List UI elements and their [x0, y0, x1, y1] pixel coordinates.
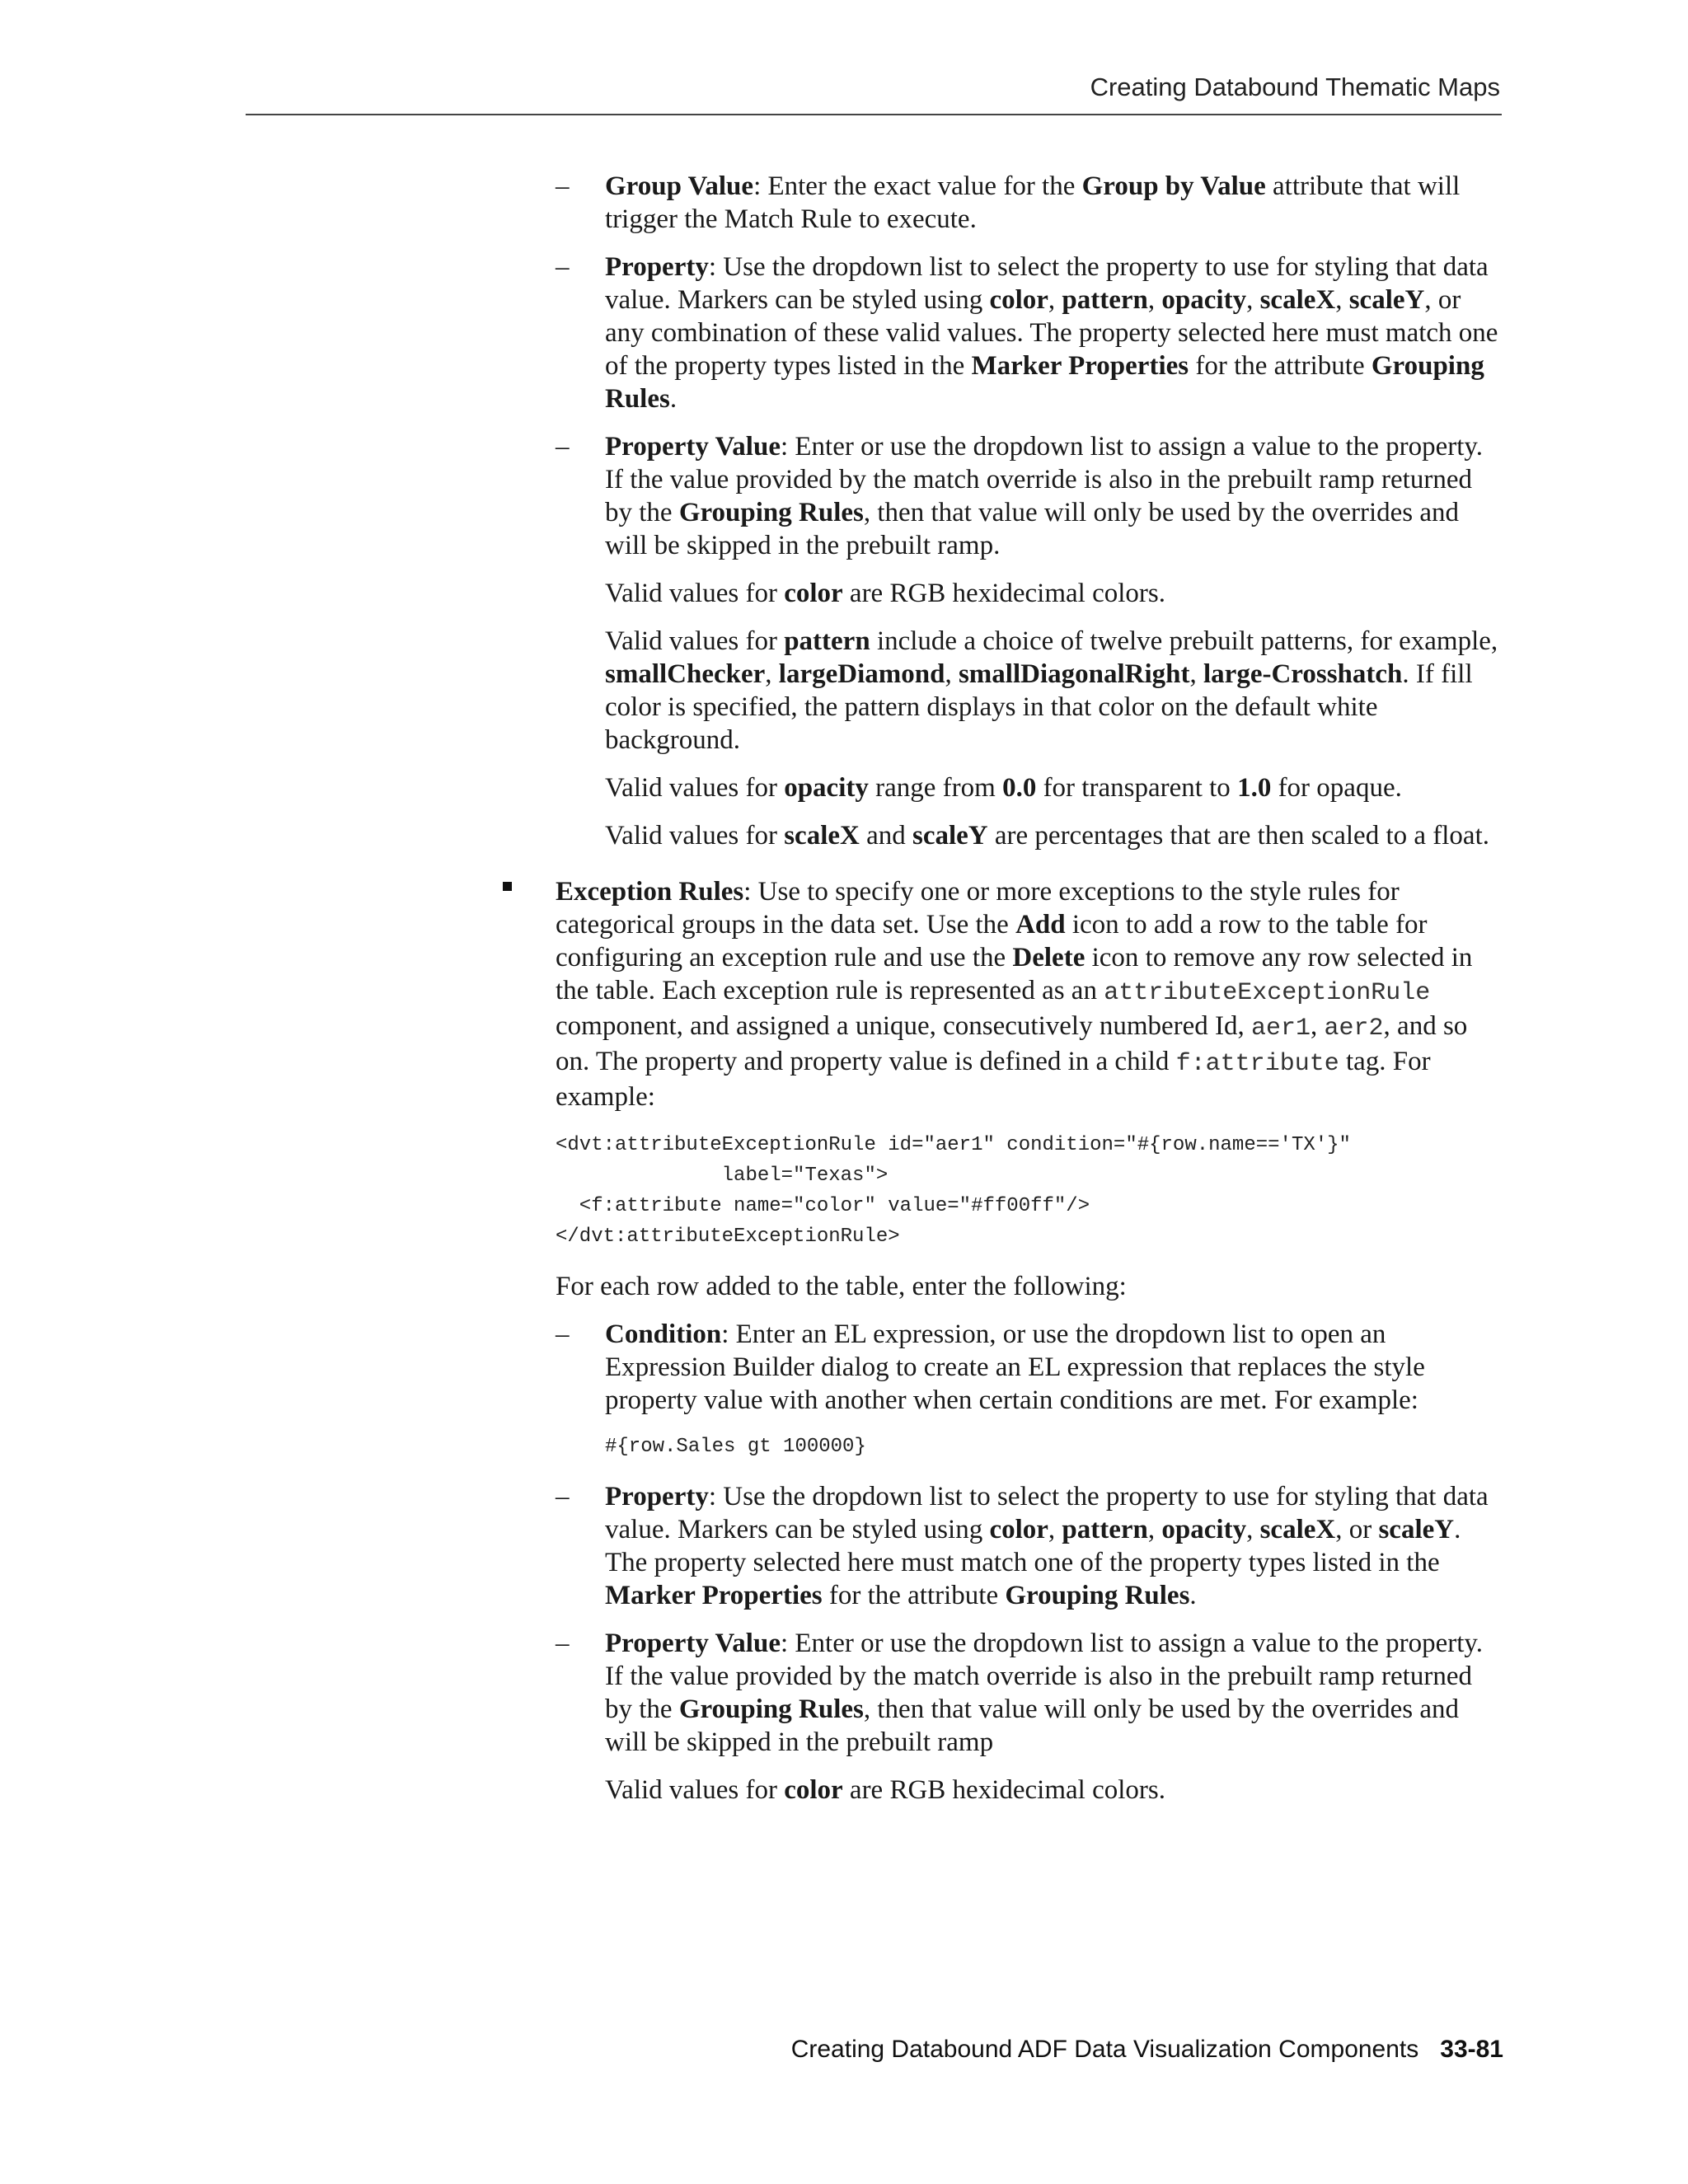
- term-property-value: Property Value: [605, 1629, 781, 1658]
- text-run: icon to add a row to the table for configuring an exception rule and use the: [556, 910, 1428, 972]
- text-run: ,: [1335, 285, 1349, 315]
- para-for-each-row: For each row added to the table, enter the following:: [556, 1272, 1127, 1301]
- code-run: aer2: [1324, 1015, 1384, 1043]
- bold-run: Grouping Rules: [1005, 1581, 1190, 1610]
- bold-run: Grouping Rules: [678, 1694, 864, 1724]
- text-run: : Enter or use the dropdown list to assign a value to the property. If the value provided by the match override is also in the prebuilt ramp returned by the: [605, 1629, 1483, 1724]
- text-run: ,: [1147, 1515, 1162, 1544]
- code-run: attributeExceptionRule: [1104, 979, 1431, 1007]
- text-run: for the attribute: [822, 1581, 1006, 1610]
- text-run: , then that value will only be used by the overrides and will be skipped in the prebuilt ramp.: [605, 498, 1460, 560]
- text-run: ,: [1147, 285, 1162, 315]
- bold-run: Marker Properties: [605, 1581, 823, 1610]
- bold-run: opacity: [1161, 285, 1247, 315]
- text-run: : Enter the exact value for the: [753, 171, 1082, 201]
- term-condition: Condition: [605, 1319, 722, 1349]
- code-example-exception-rule: <dvt:attributeExceptionRule id="aer1" condition="#{row.name=='TX'}" label="Texas"> <f:attribute name="color" value="#ff00ff"/> </dvt:attributeExceptionRule>: [556, 1134, 1351, 1248]
- para-valid-color: [605, 577, 1504, 610]
- square-bullet-icon: [503, 882, 512, 891]
- bold-run: color: [989, 1515, 1048, 1544]
- bold-run: color: [784, 579, 843, 608]
- text-run: . The property selected here must match one of the property types listed in the: [605, 1515, 1461, 1577]
- para-valid-scale: [605, 819, 1504, 852]
- text-run: Valid values for: [605, 626, 785, 656]
- page-content: [503, 170, 1504, 1821]
- text-run: . If fill color is specified, the pattern displays in that color on the default white background.: [605, 659, 1473, 755]
- text-run: Valid values for: [605, 821, 785, 851]
- item-property-value: [556, 430, 1504, 562]
- bold-run: scaleX: [1259, 285, 1336, 315]
- bold-run: opacity: [784, 773, 869, 803]
- item-condition: [556, 1318, 1504, 1417]
- header-rule: [246, 114, 1502, 115]
- bold-run: color: [784, 1775, 843, 1805]
- text-run: : Enter or use the dropdown list to assign a value to the property. If the value provided by the match override is also in the prebuilt ramp returned by the: [605, 432, 1483, 527]
- bold-run: Add: [1015, 910, 1066, 940]
- text-run: ,: [765, 659, 779, 689]
- bold-run: scaleY: [1348, 285, 1425, 315]
- text-run: ,: [1246, 285, 1260, 315]
- bold-run: 1.0: [1237, 773, 1272, 803]
- text-run: include a choice of twelve prebuilt patterns, for example,: [870, 626, 1498, 656]
- text-run: attribute that will trigger the Match Rule to execute.: [605, 171, 1461, 234]
- text-run: ,: [945, 659, 959, 689]
- dash-marker: –: [556, 432, 570, 462]
- para-valid-opacity: [605, 771, 1504, 804]
- text-run: for opaque.: [1271, 773, 1402, 803]
- text-run: : Use the dropdown list to select the property to use for styling that data value. Markers can be styled using: [605, 252, 1489, 315]
- text-run: , or any combination of these valid values. The property selected here must match one of the property types listed in the: [605, 285, 1498, 381]
- dash-marker: –: [556, 1319, 570, 1349]
- term-group-value: Group Value: [605, 171, 754, 201]
- para-valid-pattern: [605, 625, 1504, 757]
- code-run: f:attribute: [1175, 1050, 1339, 1078]
- item-property: [556, 251, 1504, 415]
- footer-title: Creating Databound ADF Data Visualization Components: [790, 2036, 1419, 2063]
- bold-run: 0.0: [1002, 773, 1037, 803]
- dash-marker: –: [556, 1482, 570, 1511]
- bold-run: Delete: [1012, 943, 1085, 972]
- text-run: , or: [1335, 1515, 1379, 1544]
- bold-run: opacity: [1161, 1515, 1247, 1544]
- code-example-condition: #{row.Sales gt 100000}: [605, 1436, 866, 1458]
- para-valid-color-2: [605, 1774, 1504, 1807]
- text-run: tag. For example:: [556, 1047, 1431, 1112]
- page-footer: [791, 2036, 1503, 2064]
- text-run: component, and assigned a unique, consecutively numbered Id,: [556, 1011, 1252, 1041]
- bold-run: smallDiagonalRight: [958, 659, 1190, 689]
- term-property: Property: [605, 252, 709, 282]
- text-run: ,: [1311, 1011, 1325, 1041]
- item-exception-rules: [556, 875, 1504, 1113]
- bold-run: largeDiamond: [778, 659, 945, 689]
- bold-run: scaleY: [1378, 1515, 1455, 1544]
- bold-run: pattern: [784, 626, 870, 656]
- text-run: range from: [868, 773, 1003, 803]
- text-run: , then that value will only be used by the overrides and will be skipped in the prebuilt ramp: [605, 1694, 1460, 1757]
- bold-run: pattern: [1062, 1515, 1148, 1544]
- bold-run: pattern: [1062, 285, 1148, 315]
- text-run: : Use to specify one or more exceptions to the style rules for categorical groups in the data set. Use the: [556, 877, 1400, 940]
- text-run: , and so on. The property and property value is defined in a child: [556, 1011, 1468, 1076]
- bold-run: Marker Properties: [971, 351, 1189, 381]
- bold-run: color: [989, 285, 1048, 315]
- text-run: are percentages that are then scaled to a float.: [987, 821, 1489, 851]
- text-run: .: [669, 384, 678, 414]
- text-run: Valid values for: [605, 1775, 785, 1805]
- term-property: Property: [605, 1482, 709, 1511]
- text-run: are RGB hexidecimal colors.: [842, 1775, 1165, 1805]
- item-group-value: [556, 170, 1504, 236]
- text-run: ,: [1246, 1515, 1260, 1544]
- text-run: : Enter an EL expression, or use the dropdown list to open an Expression Builder dialog to create an EL expression that replaces the style property value with another when certain conditions are met. For example:: [605, 1319, 1425, 1415]
- dash-marker: –: [556, 252, 570, 282]
- text-run: icon to remove any row selected in the table. Each exception rule is represented as an: [556, 943, 1473, 1005]
- term-exception-rules: Exception Rules: [556, 877, 744, 907]
- bold-run: scaleY: [912, 821, 988, 851]
- bold-run: smallChecker: [605, 659, 766, 689]
- text-run: are RGB hexidecimal colors.: [842, 579, 1165, 608]
- text-run: and: [859, 821, 912, 851]
- term-property-value: Property Value: [605, 432, 781, 462]
- text-run: Valid values for: [605, 773, 785, 803]
- bold-run: scaleX: [1259, 1515, 1336, 1544]
- dash-marker: –: [556, 1629, 570, 1658]
- item-property-2: [556, 1480, 1504, 1612]
- bold-run: Grouping Rules: [678, 498, 864, 527]
- text-run: for transparent to: [1036, 773, 1238, 803]
- text-run: ,: [1189, 659, 1204, 689]
- text-run: for the attribute: [1189, 351, 1372, 381]
- text-run: ,: [1048, 1515, 1062, 1544]
- bold-run: Group by Value: [1081, 171, 1266, 201]
- code-run: aer1: [1251, 1015, 1311, 1043]
- dash-marker: –: [556, 171, 570, 201]
- bold-run: large-Crosshatch: [1203, 659, 1403, 689]
- text-run: .: [1189, 1581, 1197, 1610]
- item-property-value-2: [556, 1627, 1504, 1759]
- bold-run: scaleX: [784, 821, 860, 851]
- bold-run: Grouping Rules: [605, 351, 1484, 414]
- text-run: ,: [1048, 285, 1062, 315]
- page-number: 33-81: [1440, 2036, 1503, 2063]
- text-run: : Use the dropdown list to select the property to use for styling that data value. Markers can be styled using: [605, 1482, 1489, 1544]
- text-run: Valid values for: [605, 579, 785, 608]
- running-header: Creating Databound Thematic Maps: [1090, 73, 1500, 101]
